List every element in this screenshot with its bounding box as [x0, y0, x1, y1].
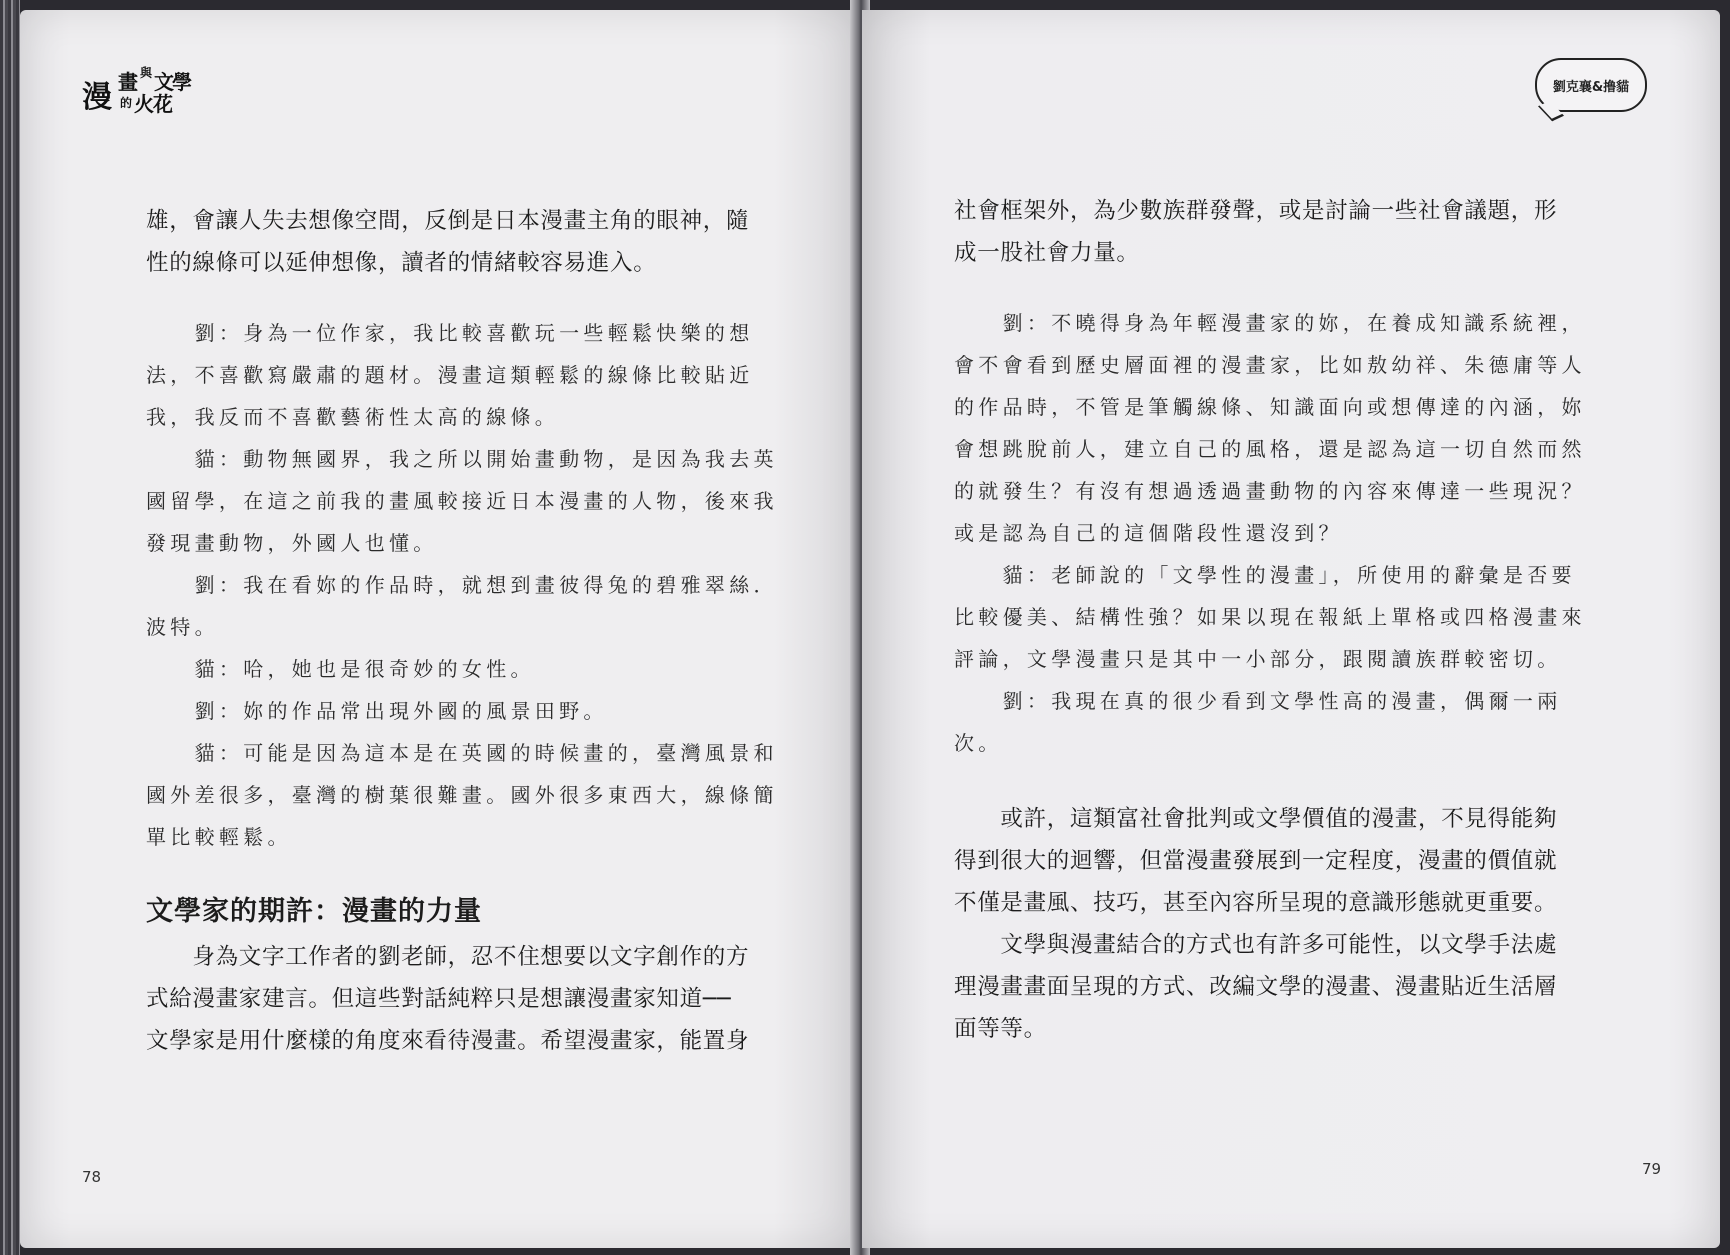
dialog-line: 劉：我現在真的很少看到文學性高的漫畫，偶爾一兩 — [954, 689, 1562, 713]
logo-small-char: 與 — [140, 66, 153, 80]
dialog-line: 劉：我在看妳的作品時，就想到畫彼得兔的碧雅翠絲． — [146, 573, 778, 597]
dialog-line: 會不會看到歷史層面裡的漫畫家，比如敖幼祥、朱德庸等人 — [954, 353, 1586, 377]
bubble-tail — [1538, 101, 1564, 122]
dialog-line: 評論，文學漫畫只是其中一小部分，跟閱讀族群較密切。 — [954, 647, 1562, 671]
section-heading: 文學家的期許：漫畫的力量 — [146, 896, 482, 927]
dialog-line: 次。 — [954, 731, 1003, 755]
page-edges — [0, 0, 20, 1255]
dialog-line: 國留學，在這之前我的畫風較接近日本漫畫的人物，後來我 — [146, 489, 778, 513]
page-number-right: 79 — [1642, 1160, 1662, 1178]
text-line: 成一股社會力量。 — [954, 240, 1140, 266]
logo-char: 火花 — [134, 92, 172, 116]
bubble-label: 劉克襄&撸貓 — [1552, 79, 1630, 95]
book-logo — [82, 62, 192, 122]
dialog-line: 我，我反而不喜歡藝術性太高的線條。 — [146, 405, 560, 429]
text-line: 性的線條可以延伸想像，讀者的情緒較容易進入。 — [146, 250, 657, 276]
dialog-line: 貓：哈，她也是很奇妙的女性。 — [146, 657, 535, 681]
dialog-line: 貓：動物無國界，我之所以開始畫動物，是因為我去英 — [146, 447, 778, 471]
text-line: 身為文字工作者的劉老師，忍不住想要以文字創作的方 — [146, 944, 750, 970]
text-line: 文學與漫畫結合的方式也有許多可能性，以文學手法處 — [954, 932, 1558, 958]
text-line: 或許，這類富社會批判或文學價值的漫畫，不見得能夠 — [954, 806, 1558, 832]
text-line: 式給漫畫家建言。但這些對話純粹只是想讓漫畫家知道── — [146, 986, 732, 1012]
logo-char: 畫 — [118, 70, 136, 94]
text-line: 不僅是畫風、技巧，甚至內容所呈現的意識形態就更重要。 — [954, 890, 1558, 916]
dialog-line: 或是認為自己的這個階段性還沒到？ — [954, 521, 1343, 545]
logo-small-char: 的 — [120, 96, 133, 110]
dialog-line: 貓：可能是因為這本是在英國的時候畫的，臺灣風景和 — [146, 741, 778, 765]
right-page — [862, 10, 1720, 1248]
dialog-line: 劉：身為一位作家，我比較喜歡玩一些輕鬆快樂的想 — [146, 321, 754, 345]
dialog-line: 貓：老師說的「文學性的漫畫」，所使用的辭彙是否要 — [954, 563, 1576, 587]
dialog-line: 會想跳脫前人，建立自己的風格，還是認為這一切自然而然 — [954, 437, 1586, 461]
dialog-line: 比較優美、結構性強？如果以現在報紙上單格或四格漫畫來 — [954, 605, 1586, 629]
dialog-line: 發現畫動物，外國人也懂。 — [146, 531, 438, 555]
page-number-left: 78 — [82, 1168, 102, 1186]
text-line: 社會框架外，為少數族群發聲，或是討論一些社會議題，形 — [954, 198, 1558, 224]
dialog-line: 波特。 — [146, 615, 219, 639]
dialog-line: 國外差很多，臺灣的樹葉很難畫。國外很多東西大，線條簡 — [146, 783, 778, 807]
text-line: 雄，會讓人失去想像空間，反倒是日本漫畫主角的眼神，隨 — [146, 208, 750, 234]
text-line: 面等等。 — [954, 1016, 1047, 1042]
author-speech-bubble — [1535, 58, 1647, 112]
left-page-body — [146, 200, 778, 1062]
dialog-line: 的作品時，不管是筆觸線條、知識面向或想傳達的內涵，妳 — [954, 395, 1586, 419]
logo-char-big: 漫 — [82, 80, 110, 115]
text-line: 文學家是用什麼樣的角度來看待漫畫。希望漫畫家，能置身 — [146, 1028, 750, 1054]
dialog-line: 法，不喜歡寫嚴肅的題材。漫畫這類輕鬆的線條比較貼近 — [146, 363, 754, 387]
dialog-line: 劉：妳的作品常出現外國的風景田野。 — [146, 699, 608, 723]
logo-char: 文學 — [154, 70, 190, 94]
dialog-line: 劉：不曉得身為年輕漫畫家的妳，在養成知識系統裡， — [954, 311, 1586, 335]
right-page-body — [954, 190, 1586, 1050]
dialog-line: 的就發生？有沒有想過透過畫動物的內容來傳達一些現況？ — [954, 479, 1586, 503]
text-line: 得到很大的迴響，但當漫畫發展到一定程度，漫畫的價值就 — [954, 848, 1558, 874]
dialog-line: 單比較輕鬆。 — [146, 825, 292, 849]
text-line: 理漫畫畫面呈現的方式、改編文學的漫畫、漫畫貼近生活層 — [954, 974, 1558, 1000]
left-page — [20, 10, 858, 1248]
